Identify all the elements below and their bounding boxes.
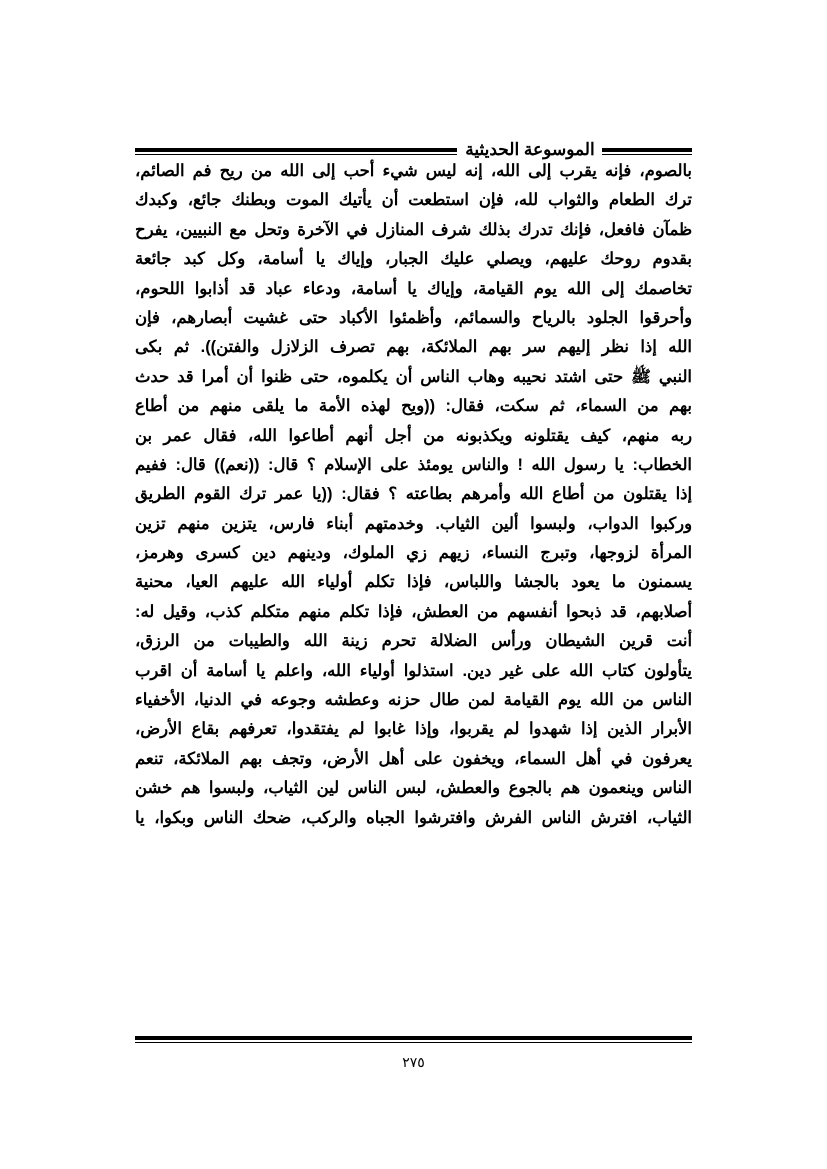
text-line: ربه منهم، كيف يقتلونه ويكذبونه من أجل أنهم أطاعوا الله، فقال عمر بن (135, 426, 692, 445)
text-line: الثياب، افترش الناس الفرش وافترشوا الجباه والركب، ضحك الناس وبكوا، يا (135, 808, 692, 827)
header-rule-left (135, 148, 457, 155)
text-line: المرأة لزوجها، وتبرج النساء، زيهم زي الملوك، ودينهم دين كسرى وهرمز، (135, 544, 692, 563)
text-line: وأحرقوا الجلود بالرياح والسمائم، وأظمئوا الأكباد حتى غشيت أبصارهم، فإن (135, 308, 692, 327)
text-line: الناس وينعمون هم بالجوع والعطش، لبس الناس لين الثياب، ولبسوا هم خشن (135, 779, 692, 798)
text-line: بقدوم روحك عليهم، ويصلي عليك الجبار، وإياك يا أسامة، وكل كبد جائعة (135, 250, 692, 269)
text-line: إذا يقتلون من أطاع الله وأمرهم بطاعته ؟ فقال: ((يا عمر ترك القوم الطريق (135, 485, 692, 504)
text-line: الناس من الله يوم القيامة لمن طال حزنه وعطشه وجوعه في الدنيا، الأخفياء (135, 691, 692, 710)
text-line: يتأولون كتاب الله على غير دين. استذلوا أولياء الله، واعلم يا أسامة أن اقرب (135, 661, 692, 680)
text-line: الأبرار الذين إذا شهدوا لم يقربوا، وإذا غابوا لم يفتقدوا، تعرفهم بقاع الأرض، (135, 720, 692, 739)
text-line: بهم من السماء، ثم سكت، فقال: ((ويح لهذه الأمة ما يلقى منهم من أطاع (135, 397, 692, 416)
text-line: يسمنون ما يعود بالجشا واللباس، فإذا تكلم أولياء الله عليهم العيا، محنية (135, 573, 692, 592)
footer-rule (135, 1036, 692, 1043)
text-line: ظمآن فافعل، فإنك تدرك بذلك شرف المنازل في الآخرة وتحل مع النبيين، يفرح (135, 220, 692, 239)
text-line: وركبوا الدواب، ولبسوا ألين الثياب. وخدمتهم أبناء فارس، يتزين منهم تزين (135, 514, 692, 533)
text-line: الخطاب: يا رسول الله ! والناس يومئذ على الإسلام ؟ قال: ((نعم)) قال: ففيم (135, 455, 692, 474)
header-rule-right (602, 148, 692, 155)
text-line: بالصوم، فإنه يقرب إلى الله، إنه ليس شيء أحب إلى الله من ريح فم الصائم، (135, 162, 692, 180)
text-line: الله إذا نظر إليهم سر بهم الملائكة، بهم تصرف الزلازل والفتن)). ثم بكى (135, 338, 692, 357)
header-title: الموسوعة الحديثية (465, 140, 595, 159)
text-line: النبي ﷺ حتى اشتد نحيبه وهاب الناس أن يكلموه، حتى ظنوا أن أمرا قد حدث (135, 367, 692, 386)
text-line: أنت قرين الشيطان ورأس الضلالة تحرم زينة الله والطيبات من الرزق، (135, 632, 692, 651)
page-number: ٢٧٥ (402, 1054, 425, 1070)
text-line: يعرفون في أهل السماء، ويخفون على أهل الأرض، وتجف بهم الملائكة، تنعم (135, 749, 692, 768)
text-line: تخاصمك إلى الله يوم القيامة، وإياك يا أسامة، ودعاء عباد قد أذابوا اللحوم، (135, 279, 692, 298)
text-line: أصلابهم، قد ذبحوا أنفسهم من العطش، فإذا تكلم منهم متكلم كذب، وقيل له: (135, 602, 692, 621)
text-line: ترك الطعام والثواب لله، فإن استطعت أن يأتيك الموت وبطنك جائع، وكبدك (135, 191, 692, 210)
body-text (135, 157, 692, 833)
